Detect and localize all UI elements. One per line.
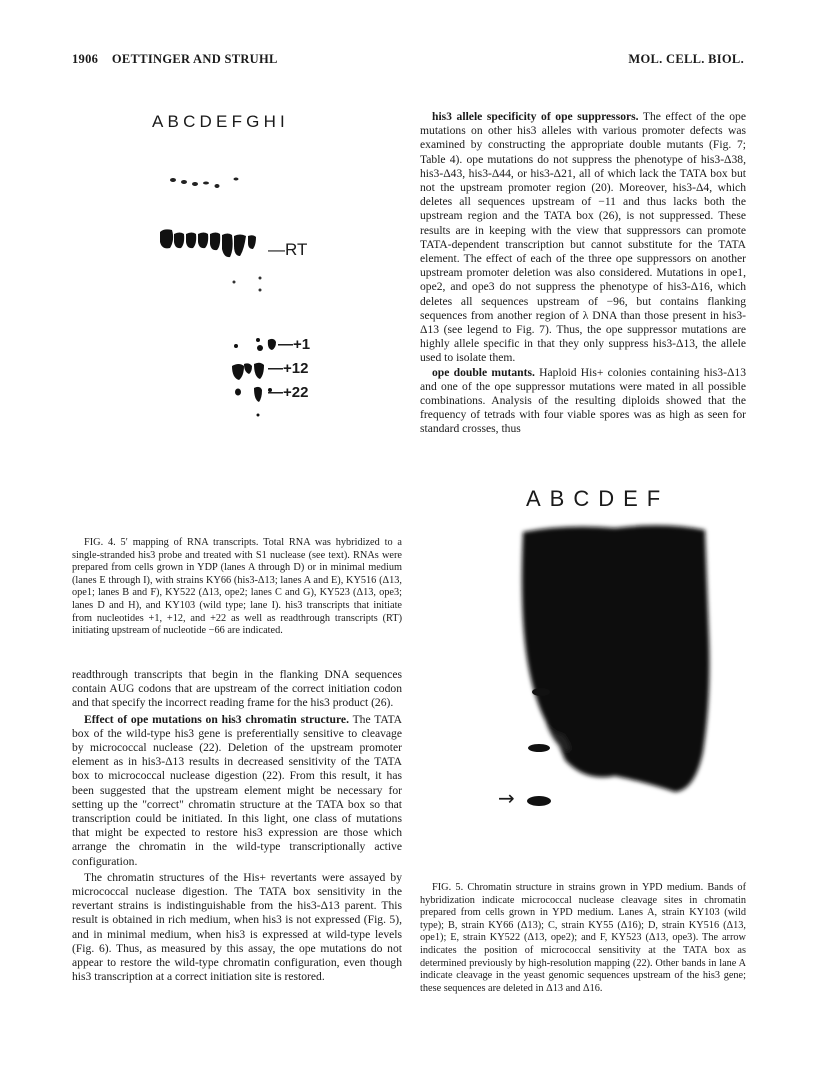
running-authors: OETTINGER AND STRUHL	[111, 52, 278, 66]
figure5-gel-image	[505, 520, 715, 850]
figure4-rt-bands	[160, 229, 256, 257]
page-number: 1906	[72, 52, 99, 66]
left-column	[72, 668, 402, 984]
left-para-1-heading: Effect of ope mutations on his3 chromatin structure.	[84, 712, 349, 726]
figure4-plus22-bands	[235, 387, 272, 417]
right-para-2-heading: ope double mutants.	[432, 365, 535, 379]
figure4-caption	[72, 537, 402, 638]
right-para-1	[420, 110, 746, 366]
figure5-tata-arrow: →	[498, 786, 515, 810]
figure4-label-plus1: —+1	[278, 336, 311, 353]
left-para-2: The chromatin structures of the His+ revertants were assayed by micrococcal nuclease digestion. The TATA box sensitivity in the revertant strains is indistinguishable from the his3-Δ13 parent. This result is obtained in rich medium, when his3 is not expressed (Fig. 5), and in minimal medium, when his3 is expressed at wild-type levels (Fig. 6). Thus, as measured by this assay, the ope mutations do not appear to restore the wild-type chromatin configuration, even though his3 transcription at a correct initiation site is restored.	[72, 870, 402, 984]
right-column	[420, 110, 746, 437]
running-header-left	[72, 52, 278, 67]
right-para-2	[420, 366, 746, 437]
right-para-1-heading: his3 allele specificity of ope suppressors.	[432, 110, 639, 123]
figure5-smear	[522, 525, 710, 792]
figure4-label-plus12: —+12	[268, 360, 309, 377]
figure4-plus12-bands	[232, 363, 264, 380]
figure4-gel-image	[140, 160, 400, 420]
figure4-top-bands	[170, 178, 239, 189]
left-para-0: readthrough transcripts that begin in the flanking DNA sequences contain AUG codons that are upstream of the correct initiation codon and that specify the incorrect reading frame for the his3 product (26).	[72, 668, 402, 710]
figure4-caption-text: FIG. 4. 5′ mapping of RNA transcripts. Total RNA was hybridized to a single-stranded his3 probe and treated with S1 nuclease (see text). RNAs were prepared from cells grown in YDP (lanes A through D) or in minimal medium (lanes E through I), with strains KY66 (his3-Δ13; lanes A and E), KY516 (Δ13, ope1; lanes B and F), KY522 (Δ13, ope2; lanes C and G), KY523 (Δ13, ope3; lanes D and H), and KY103 (wild type; lane I). his3 transcripts that initiate from nucleotides +1, +12, and +22 as well as readthrough transcripts (RT) initiating upstream of nucleotide −66 are indicated.	[72, 537, 402, 637]
figure4-label-plus22: —+22	[268, 384, 309, 401]
figure4-faint-dots	[233, 277, 262, 292]
figure4-lane-labels: ABCDEFGHI	[152, 112, 289, 131]
figure4-label-rt: —RT	[268, 240, 308, 259]
figure5-caption	[420, 882, 746, 995]
right-para-1-body: The effect of the ope mutations on other his3 alleles with various promoter defects was examined by constructing the appropriate double mutants (Fig. 7; Table 4). ope mutations do not suppress the phenotype of his3-Δ38, his3-Δ43, his3-Δ44, or his3-Δ21, all of which lack the TATA box but not the upstream promoter region (20). Moreover, his3-Δ4, which deletes all sequences upstream of −11 and thus lacks both the upstream region and the TATA box (26), is not suppressed. These results are in keeping with the view that suppressors can promote TATA-dependent transcription but cannot substitute for the TATA element. The effect of each of the three ope suppressors on another upstream promoter deletion was also considered. Mutations in ope1, ope2, and ope3 do not suppress the phenotype of his3-Δ16, which deletes all sequences upstream of −96, but contains flanking sequences from another region of λ DNA than those present in his3-Δ13 (see legend to Fig. 7). Thus, the ope suppressor mutations are highly allele specific in that they only suppress his3-Δ13, the allele used to isolate them.	[420, 110, 746, 365]
journal-name: MOL. CELL. BIOL.	[628, 52, 744, 66]
figure5-caption-text: FIG. 5. Chromatin structure in strains grown in YPD medium. Bands of hybridization indicate micrococcal nuclease cleavage sites in chromatin prepared from cells grown in YPD medium. Lanes A, strain KY103 (wild type); B, strain KY66 (Δ13); C, strain KY55 (Δ16); D, strain KY516 (Δ13, ope1); E, strain KY522 (Δ13, ope2); and F, KY523 (Δ13, ope3). The arrow indicates the position of micrococcal sensitivity at the TATA box as determined previously by high-resolution mapping (22). Other bands in lane A indicate cleavage in the yeast genomic sequences upstream of the his3 gene; these sequences are deleted in Δ13 and Δ16.	[420, 882, 746, 994]
left-para-1	[72, 713, 402, 869]
figure5-lane-labels: ABCDEF	[526, 486, 670, 511]
left-para-1-body: The TATA box of the wild-type his3 gene is preferentially sensitive to cleavage by micrococcal nuclease (22). Deletion of the upstream promoter element as in his3-Δ13 results in decreased sensitivity of the TATA box to micrococcal nuclease digestion (22). From this result, it has been suggested that the upstream element might be necessary for setting up the "correct" chromatin structure at the TATA box so that transcription could be initiated. In this light, one class of mutations that might be expected to restore his3 expression are those which arrange the chromatin in the wild-type transcriptionally active configuration.	[72, 712, 403, 868]
right-para-2-body: Haploid His+ colonies containing his3-Δ13 and one of the ope suppressor mutations were mated in all possible combinations. Analysis of the resulting diploids showed that the frequency of tetrads with four viable spores was as high as seen for standard crosses, thus	[420, 365, 746, 436]
figure4-plus1-bands	[234, 338, 276, 351]
